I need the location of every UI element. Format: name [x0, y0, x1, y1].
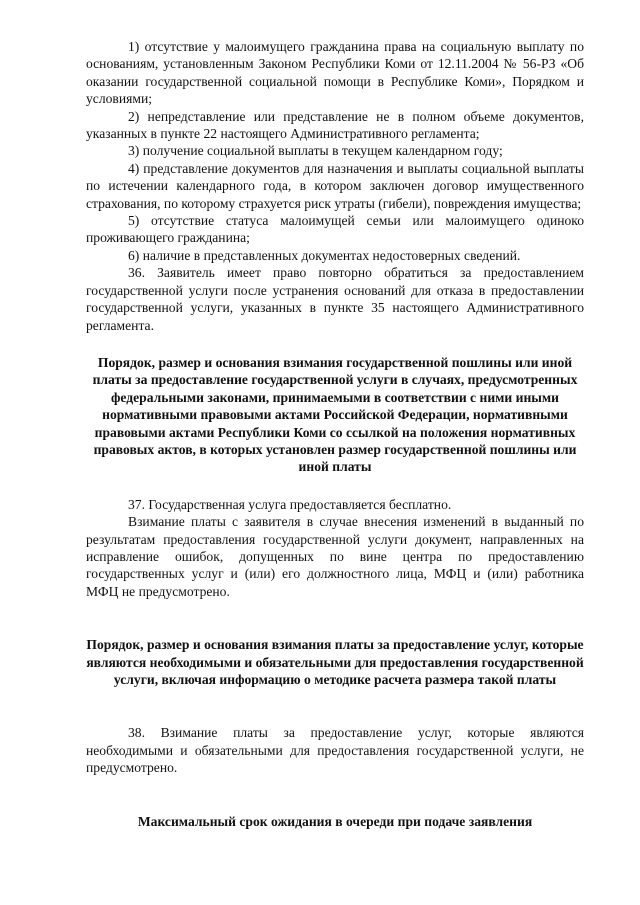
services-section: [86, 724, 584, 776]
paragraph-36: 36. Заявитель имеет право повторно обратиться за предоставлением государственной услуги после устранения оснований для отказа в предоставлении государственной услуги, указанных в пункте 35 настоящего Административного регламента.: [86, 265, 584, 333]
fee-section: [86, 496, 584, 600]
paragraph-fee-correction: Взимание платы с заявителя в случае внесения изменений в выданный по результатам предоставления государственной услуги документ, направленных на исправление ошибок, допущенных по вине центра по предоставлению государственных услуг и (или) его должностного лица, МФЦ и (или) работника МФЦ не предусмотрено.: [86, 514, 584, 599]
paragraph-ground-4: 4) представление документов для назначения и выплаты социальной выплаты по истечении календарного года, в котором заключен договор имущественного страхования, по которому страхуется риск утраты (гибели), повреждения имущества;: [86, 160, 584, 211]
refusal-grounds-list: [86, 38, 584, 334]
paragraph-ground-3: 3) получение социальной выплаты в текущем календарном году;: [128, 143, 503, 159]
paragraph-38: 38. Взимание платы за предоставление услуг, которые являются необходимыми и обязательными для предоставления государственной услуги, не предусмотрено.: [86, 725, 584, 776]
heading-services-fee: Порядок, размер и основания взимания платы за предоставление услуг, которые являются необходимыми и обязательными для предоставления государственной услуги, включая информацию о методике расчета размера такой платы: [86, 637, 584, 687]
heading-state-fee: Порядок, размер и основания взимания государственной пошлины или иной платы за предоставление государственной услуги в случаях, предусмотренных федеральными законами, принимаемыми в соответствии с ними иными нормативными правовыми актами Российской Федерации, нормативными правовыми актами Республики Коми со ссылкой на положения нормативных правовых актов, в которых установлен размер государственной пошлины или иной платы: [92, 354, 578, 475]
paragraph-ground-5: 5) отсутствие статуса малоимущей семьи или малоимущего одиноко проживающего гражданина;: [86, 213, 584, 246]
paragraph-ground-6: 6) наличие в представленных документах недостоверных сведений.: [128, 247, 521, 263]
paragraph-37: 37. Государственная услуга предоставляется бесплатно.: [128, 496, 452, 512]
heading-queue-time: Максимальный срок ожидания в очереди при подаче заявления: [137, 813, 533, 829]
paragraph-ground-2: 2) непредставление или представление не в полном объеме документов, указанных в пункте 22 настоящего Административного регламента;: [86, 108, 584, 142]
paragraph-ground-1: 1) отсутствие у малоимущего гражданина права на социальную выплату по основаниям, установленным Законом Республики Коми от 12.11.2004 № 56-РЗ «Об оказании государственной социальной помощи в Республике Коми», Порядком и условиями;: [86, 39, 584, 107]
